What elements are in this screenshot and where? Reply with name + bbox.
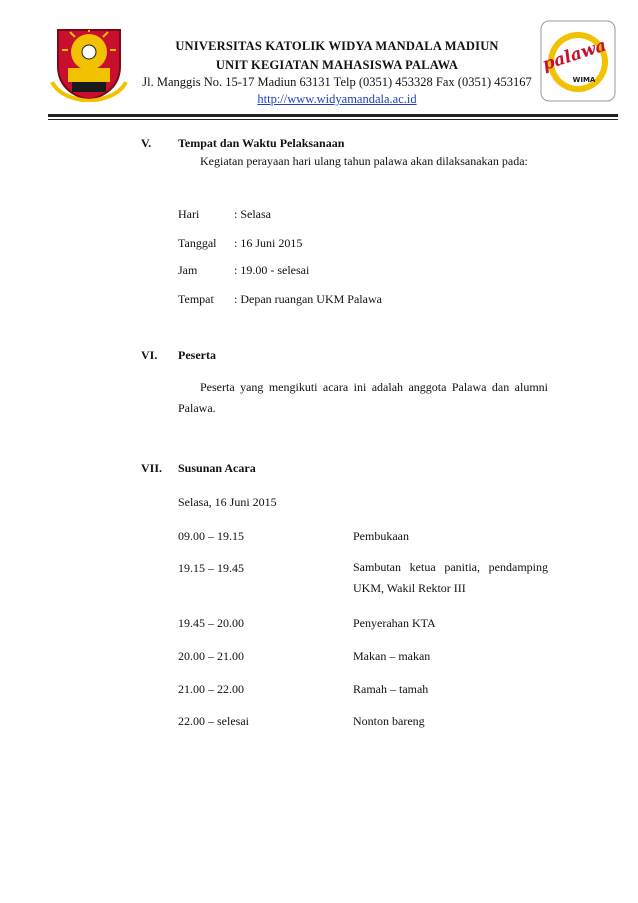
- detail-value-tanggal: : 16 Juni 2015: [234, 236, 303, 250]
- section-v-number: V.: [141, 136, 152, 150]
- palawa-logo-subtext: WIMA: [572, 76, 596, 84]
- website-link[interactable]: http://www.widyamandala.ac.id: [257, 92, 417, 106]
- detail-label-jam: Jam: [178, 263, 198, 277]
- schedule-activity: Pembukaan: [353, 529, 409, 543]
- schedule-time: 19.45 – 20.00: [178, 616, 244, 630]
- palawa-logo-text: palawa: [540, 35, 609, 75]
- detail-value-tempat: : Depan ruangan UKM Palawa: [234, 292, 382, 306]
- section-vi-text: Peserta yang mengikuti acara ini adalah anggota Palawa dan alumni Palawa.: [178, 380, 548, 415]
- schedule-date: Selasa, 16 Juni 2015: [178, 495, 277, 509]
- schedule-time: 21.00 – 22.00: [178, 682, 244, 696]
- schedule-activity: Sambutan ketua panitia, pendamping UKM, Wakil Rektor III: [353, 560, 548, 595]
- schedule-time: 20.00 – 21.00: [178, 649, 244, 663]
- header-divider-thin: [48, 119, 618, 120]
- address-line: Jl. Manggis No. 15-17 Madiun 63131 Telp (0351) 453328 Fax (0351) 453167: [142, 75, 532, 89]
- schedule-time: 09.00 – 19.15: [178, 529, 244, 543]
- schedule-activity: Nonton bareng: [353, 714, 425, 728]
- university-crest-logo: [50, 22, 128, 102]
- detail-label-hari: Hari: [178, 207, 200, 221]
- section-vii-number: VII.: [141, 461, 163, 475]
- schedule-time: 19.15 – 19.45: [178, 561, 244, 575]
- unit-name: UNIT KEGIATAN MAHASISWA PALAWA: [215, 58, 459, 72]
- schedule-activity: Ramah – tamah: [353, 682, 429, 696]
- detail-value-hari: : Selasa: [234, 207, 271, 221]
- section-v-title: Tempat dan Waktu Pelaksanaan: [178, 136, 345, 150]
- section-vi-number: VI.: [141, 348, 158, 362]
- detail-label-tempat: Tempat: [178, 292, 214, 306]
- detail-value-jam: : 19.00 - selesai: [234, 263, 310, 277]
- header-divider-thick: [48, 114, 618, 117]
- section-vii-title: Susunan Acara: [178, 461, 256, 475]
- schedule-time: 22.00 – selesai: [178, 714, 249, 728]
- detail-label-tanggal: Tanggal: [178, 236, 217, 250]
- section-v-intro: Kegiatan perayaan hari ulang tahun palawa akan dilaksanakan pada:: [200, 154, 528, 168]
- schedule-activity: Makan – makan: [353, 649, 431, 663]
- schedule-activity: Penyerahan KTA: [353, 616, 436, 630]
- university-name: UNIVERSITAS KATOLIK WIDYA MANDALA MADIUN: [175, 39, 499, 53]
- section-vi-title: Peserta: [178, 348, 216, 362]
